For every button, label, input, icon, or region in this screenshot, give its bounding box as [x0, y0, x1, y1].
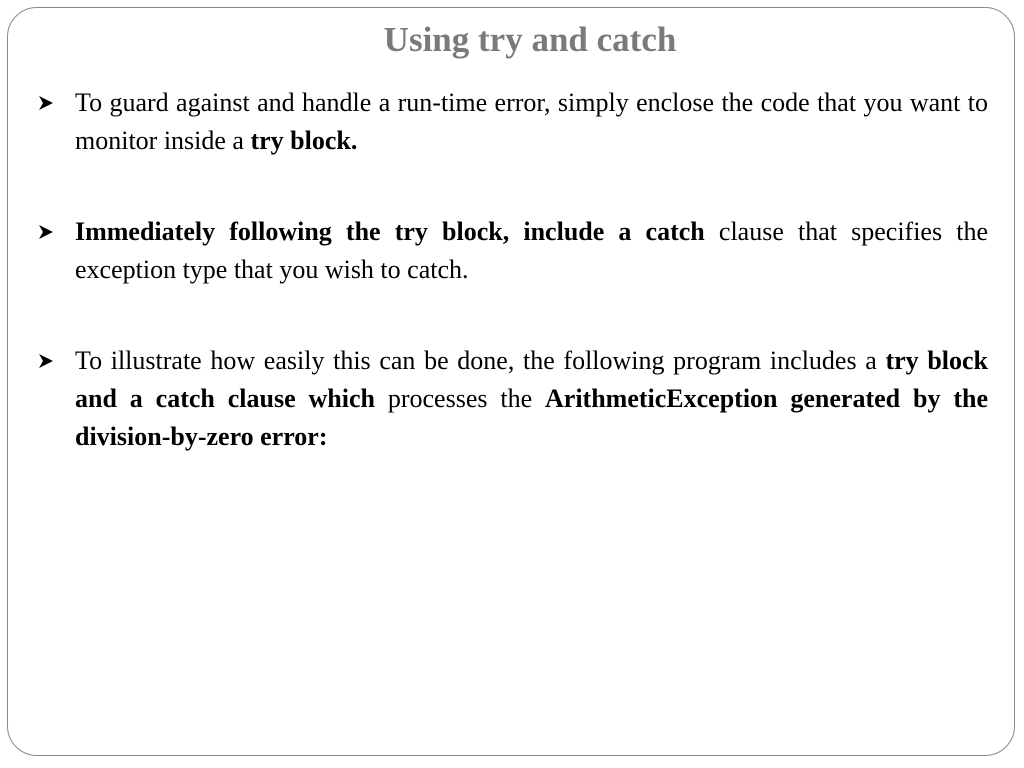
bullet-3-text-3: processes the — [374, 384, 545, 413]
arrow-bullet-icon — [38, 353, 54, 369]
bullet-3-text-1: To illustrate how easily this can be done, the following program includes a — [75, 346, 886, 375]
bullet-3-text-4: ArithmeticException generated by the division-by-zero error: — [75, 384, 988, 451]
arrow-bullet-icon — [38, 224, 54, 240]
bullet-list — [38, 84, 988, 509]
bullet-item-3 — [38, 342, 988, 456]
bullet-item-2 — [38, 213, 988, 289]
arrow-bullet-icon — [38, 95, 54, 111]
slide-title: Using try and catch — [383, 20, 677, 59]
bullet-2-text-1: Immediately following the try block, include a catch — [75, 217, 705, 246]
bullet-1-text-1: To guard against and handle a run-time error, simply enclose the code that you want to monitor inside a — [75, 88, 988, 155]
bullet-1-text-2: try block. — [250, 126, 358, 155]
bullet-3-text-2: try block and a catch clause which — [75, 346, 988, 413]
bullet-item-1 — [38, 84, 988, 160]
bullet-2-text-2: clause that specifies the exception type that you wish to catch. — [75, 217, 988, 284]
